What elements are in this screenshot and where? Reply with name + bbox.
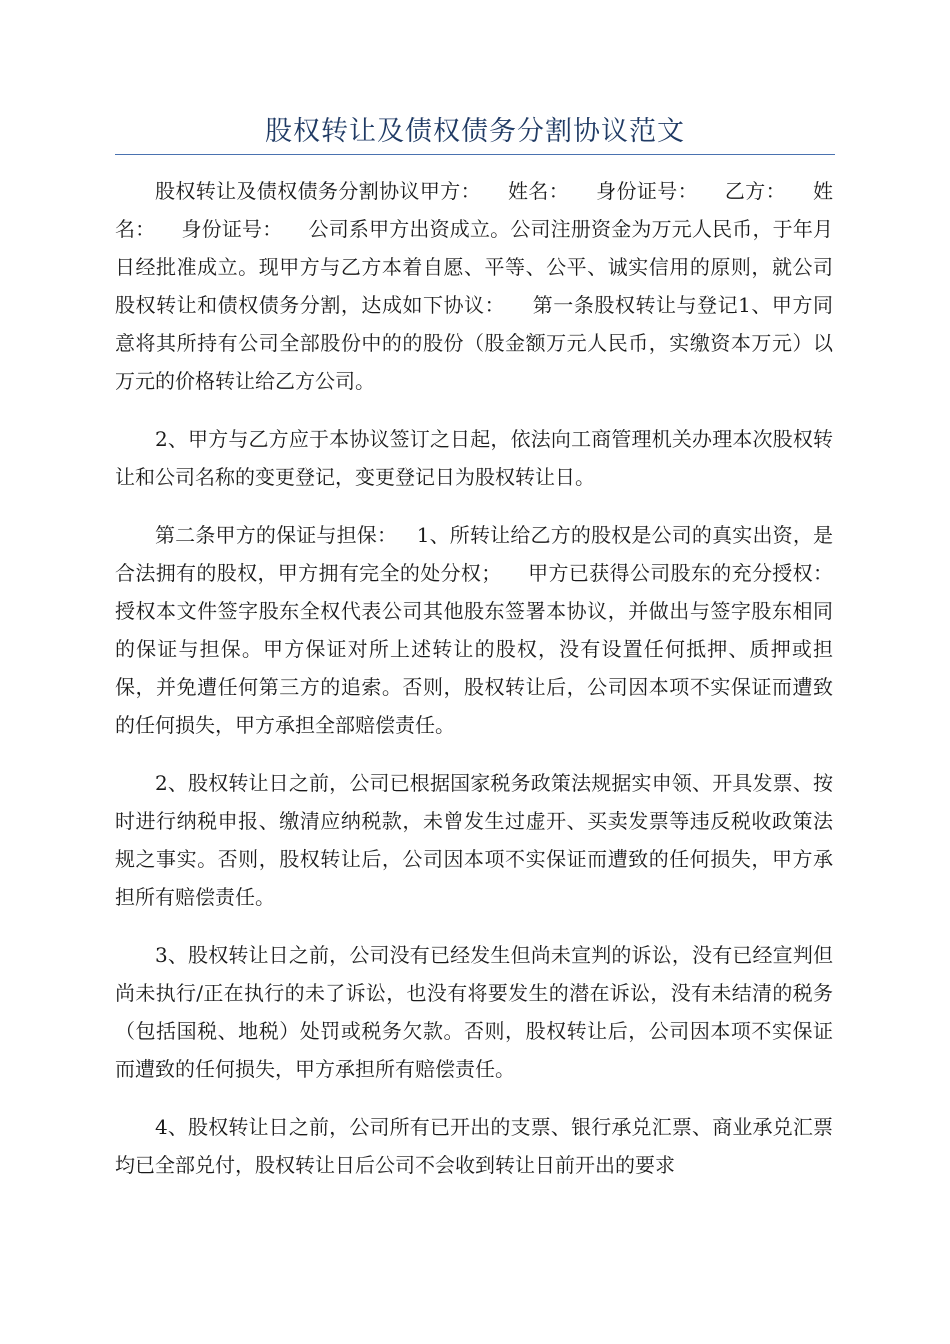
title-underline (115, 154, 835, 155)
paragraph-registration: 2、甲方与乙方应于本协议签订之日起，依法向工商管理机关办理本次股权转让和公司名称的变更登记，变更登记日为股权转让日。 (115, 427, 833, 489)
document-title: 股权转让及债权债务分割协议范文 (265, 116, 685, 147)
paragraph-bills-guarantee: 4、股权转让日之前，公司所有已开出的支票、银行承兑汇票、商业承兑汇票均已全部兑付，股权转让日后公司不会收到转让日前开出的要求 (115, 1115, 833, 1177)
document-body (115, 172, 833, 1204)
paragraph-tax-guarantee: 2、股权转让日之前，公司已根据国家税务政策法规据实申领、开具发票、按时进行纳税申报、缴清应纳税款，未曾发生过虚开、买卖发票等违反税收政策法规之事实。否则，股权转让后，公司因本项不实保证而遭致的任何损失，甲方承担所有赔偿责任。 (115, 771, 833, 909)
paragraph-article-two: 第二条甲方的保证与担保： 1、所转让给乙方的股权是公司的真实出资，是合法拥有的股权，甲方拥有完全的处分权； 甲方已获得公司股东的充分授权：授权本文件签字股东全权代表公司其他股东签署本协议，并做出与签字股东相同的保证与担保。甲方保证对所上述转让的股权，没有设置任何抵押、质押或担保，并免遭任何第三方的追索。否则，股权转让后，公司因本项不实保证而遭致的任何损失，甲方承担全部赔偿责任。 (115, 523, 833, 737)
paragraph-litigation-guarantee: 3、股权转让日之前，公司没有已经发生但尚未宣判的诉讼，没有已经宣判但尚未执行/正在执行的未了诉讼，也没有将要发生的潜在诉讼，没有未结清的税务（包括国税、地税）处罚或税务欠款。否则，股权转让后，公司因本项不实保证而遭致的任何损失，甲方承担所有赔偿责任。 (115, 943, 833, 1081)
paragraph-intro: 股权转让及债权债务分割协议甲方： 姓名： 身份证号： 乙方： 姓名： 身份证号： 公司系甲方出资成立。公司注册资金为万元人民币，于年月日经批准成立。现甲方与乙方本着自愿、平等、公平、诚实信用的原则，就公司股权转让和债权债务分割，达成如下协议： 第一条股权转让与登记1、甲方同意将其所持有公司全部股份中的的股份（股金额万元人民币，实缴资本万元）以万元的价格转让给乙方公司。 (115, 179, 833, 393)
